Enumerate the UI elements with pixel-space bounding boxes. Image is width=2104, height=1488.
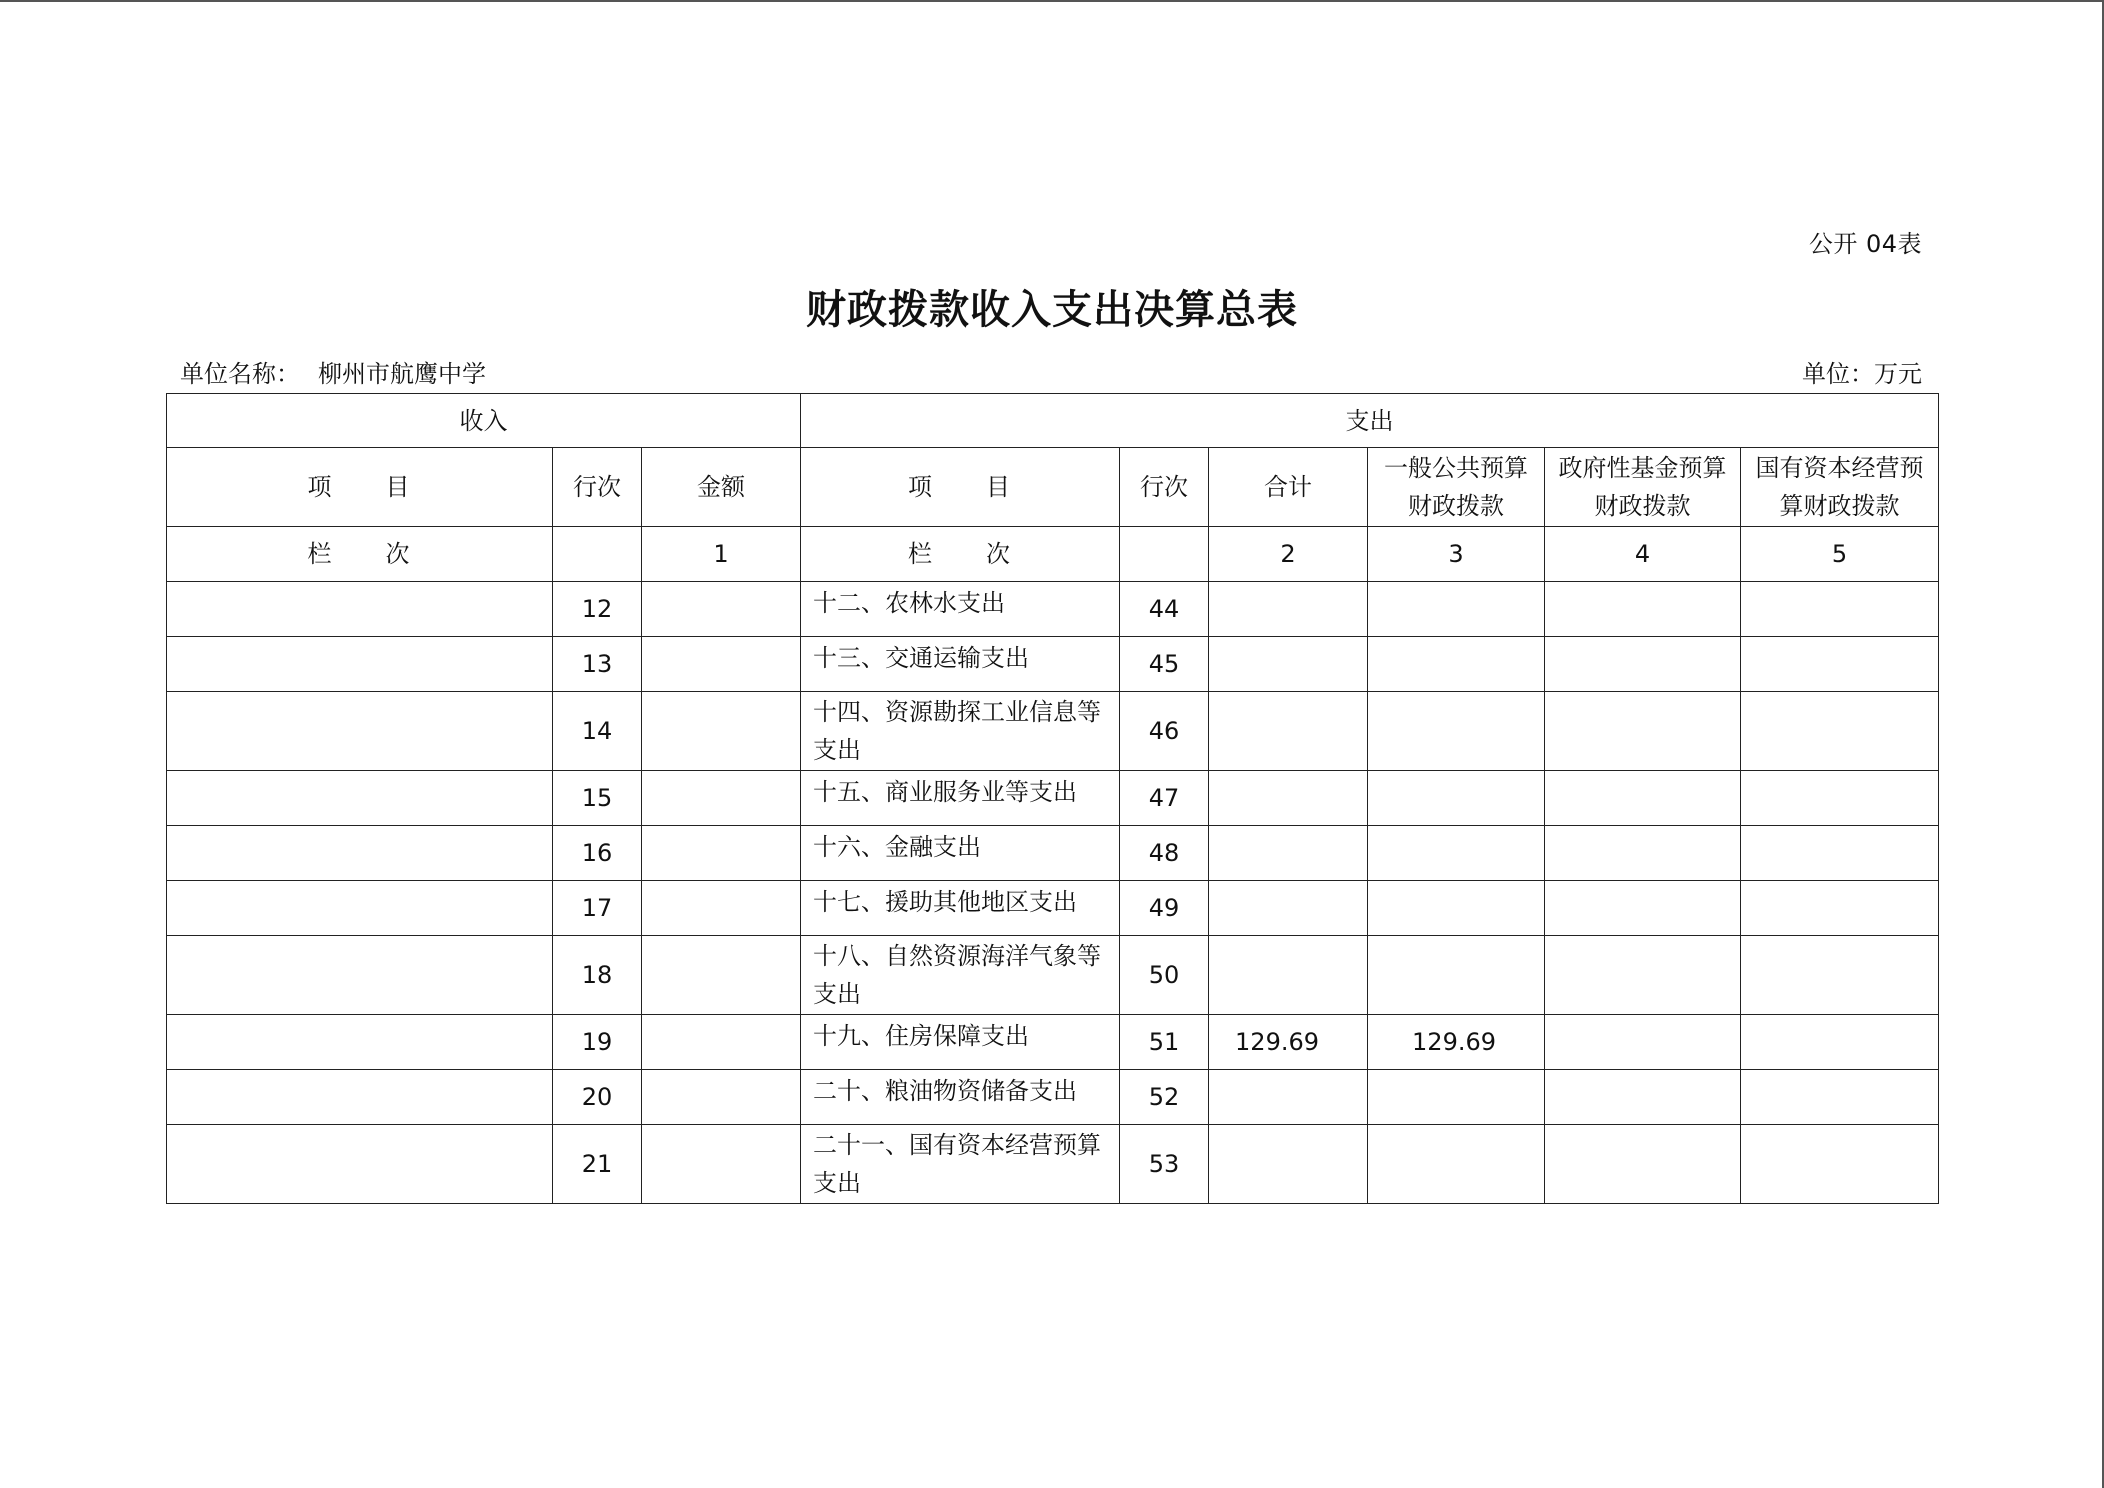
income-amount-cell (642, 936, 801, 1015)
table-row (167, 637, 1939, 692)
table-row (167, 936, 1939, 1015)
state-capital-cell (1741, 637, 1939, 692)
general-budget-header: 一般公共预算财政拨款 (1368, 448, 1545, 527)
table-row (167, 826, 1939, 881)
general-budget-cell (1368, 582, 1545, 637)
state-capital-cell (1741, 881, 1939, 936)
column-number-1: 1 (642, 527, 801, 582)
column-header-row (167, 448, 1939, 527)
expense-line-header: 行次 (1120, 448, 1209, 527)
group-header-row (167, 394, 1939, 448)
column-number-row (167, 527, 1939, 582)
expense-line-cell: 48 (1120, 826, 1209, 881)
income-amount-cell (642, 1070, 801, 1125)
general-budget-cell (1368, 1070, 1545, 1125)
form-code: 公开 04表 (1808, 230, 1922, 258)
income-item-cell (167, 692, 553, 771)
state-capital-cell (1741, 1125, 1939, 1204)
expense-item-cell: 十三、交通运输支出 (801, 637, 1120, 692)
state-capital-cell (1741, 582, 1939, 637)
income-amount-cell (642, 1015, 801, 1070)
income-amount-cell (642, 771, 801, 826)
general-budget-cell (1368, 881, 1545, 936)
income-amount-cell (642, 692, 801, 771)
table-row (167, 582, 1939, 637)
income-amount-cell (642, 582, 801, 637)
expense-line-number-cell (1120, 527, 1209, 582)
expense-line-cell: 45 (1120, 637, 1209, 692)
total-cell (1209, 826, 1368, 881)
income-line-cell: 18 (553, 936, 642, 1015)
expense-line-cell: 50 (1120, 936, 1209, 1015)
column-number-4: 4 (1545, 527, 1741, 582)
income-amount-cell (642, 1125, 801, 1204)
income-item-cell (167, 881, 553, 936)
expense-line-cell: 52 (1120, 1070, 1209, 1125)
general-budget-cell (1368, 936, 1545, 1015)
state-capital-cell (1741, 1015, 1939, 1070)
expense-line-cell: 46 (1120, 692, 1209, 771)
state-capital-header: 国有资本经营预算财政拨款 (1741, 448, 1939, 527)
income-item-cell (167, 1070, 553, 1125)
income-item-cell (167, 826, 553, 881)
expense-item-cell: 十六、金融支出 (801, 826, 1120, 881)
general-budget-cell (1368, 771, 1545, 826)
gov-fund-cell (1545, 1070, 1741, 1125)
gov-fund-cell (1545, 582, 1741, 637)
gov-fund-cell (1545, 881, 1741, 936)
state-capital-cell (1741, 692, 1939, 771)
income-item-cell (167, 771, 553, 826)
column-number-3: 3 (1368, 527, 1545, 582)
general-budget-cell (1368, 826, 1545, 881)
income-amount-cell (642, 881, 801, 936)
general-budget-cell (1368, 692, 1545, 771)
table-row (167, 692, 1939, 771)
income-line-header: 行次 (553, 448, 642, 527)
income-line-cell: 14 (553, 692, 642, 771)
state-capital-cell (1741, 826, 1939, 881)
total-cell: 129.69 (1209, 1015, 1368, 1070)
total-cell (1209, 936, 1368, 1015)
gov-fund-cell (1545, 1015, 1741, 1070)
income-item-header: 项 目 (167, 448, 553, 527)
unit-name-value: 柳州市航鹰中学 (318, 360, 486, 388)
expense-item-cell: 十七、援助其他地区支出 (801, 881, 1120, 936)
income-amount-header: 金额 (642, 448, 801, 527)
expense-item-cell: 十二、农林水支出 (801, 582, 1120, 637)
expense-line-cell: 49 (1120, 881, 1209, 936)
total-cell (1209, 582, 1368, 637)
expense-item-cell: 二十、粮油物资储备支出 (801, 1070, 1120, 1125)
income-item-cell (167, 637, 553, 692)
income-line-cell: 12 (553, 582, 642, 637)
expense-item-cell: 十九、住房保障支出 (801, 1015, 1120, 1070)
gov-fund-cell (1545, 771, 1741, 826)
unit-name (180, 354, 486, 389)
unit-name-label: 单位名称： (180, 360, 300, 388)
income-column-row-label: 栏 次 (167, 527, 553, 582)
page-title: 财政拨款收入支出决算总表 (806, 287, 1298, 333)
income-item-cell (167, 936, 553, 1015)
expense-line-cell: 51 (1120, 1015, 1209, 1070)
gov-fund-header: 政府性基金预算财政拨款 (1545, 448, 1741, 527)
total-cell (1209, 771, 1368, 826)
total-cell (1209, 692, 1368, 771)
state-capital-cell (1741, 936, 1939, 1015)
expense-line-cell: 53 (1120, 1125, 1209, 1204)
expense-item-cell: 二十一、国有资本经营预算支出 (801, 1125, 1120, 1204)
income-line-cell: 20 (553, 1070, 642, 1125)
state-capital-cell (1741, 771, 1939, 826)
income-line-cell: 21 (553, 1125, 642, 1204)
income-item-cell (167, 1015, 553, 1070)
table-row (167, 881, 1939, 936)
expense-line-cell: 44 (1120, 582, 1209, 637)
column-number-5: 5 (1741, 527, 1939, 582)
expense-column-row-label: 栏 次 (801, 527, 1120, 582)
total-cell (1209, 637, 1368, 692)
income-group-header: 收入 (167, 394, 801, 448)
income-amount-cell (642, 826, 801, 881)
table-row (167, 1015, 1939, 1070)
total-cell (1209, 1070, 1368, 1125)
expense-item-cell: 十四、资源勘探工业信息等支出 (801, 692, 1120, 771)
gov-fund-cell (1545, 637, 1741, 692)
income-line-cell: 19 (553, 1015, 642, 1070)
currency-unit: 单位：万元 (1802, 360, 1922, 388)
total-cell (1209, 1125, 1368, 1204)
general-budget-cell (1368, 637, 1545, 692)
income-line-cell: 16 (553, 826, 642, 881)
expense-item-cell: 十八、自然资源海洋气象等支出 (801, 936, 1120, 1015)
gov-fund-cell (1545, 936, 1741, 1015)
gov-fund-cell (1545, 1125, 1741, 1204)
income-line-cell: 13 (553, 637, 642, 692)
state-capital-cell (1741, 1070, 1939, 1125)
expense-group-header: 支出 (801, 394, 1939, 448)
income-line-number-cell (553, 527, 642, 582)
general-budget-cell (1368, 1125, 1545, 1204)
total-cell (1209, 881, 1368, 936)
gov-fund-cell (1545, 826, 1741, 881)
income-line-cell: 15 (553, 771, 642, 826)
table-row (167, 1125, 1939, 1204)
expense-line-cell: 47 (1120, 771, 1209, 826)
budget-table (166, 393, 1939, 1204)
income-item-cell (167, 582, 553, 637)
income-amount-cell (642, 637, 801, 692)
general-budget-cell: 129.69 (1368, 1015, 1545, 1070)
expense-item-header: 项 目 (801, 448, 1120, 527)
income-line-cell: 17 (553, 881, 642, 936)
column-number-2: 2 (1209, 527, 1368, 582)
table-row (167, 1070, 1939, 1125)
total-header: 合计 (1209, 448, 1368, 527)
expense-item-cell: 十五、商业服务业等支出 (801, 771, 1120, 826)
gov-fund-cell (1545, 692, 1741, 771)
income-item-cell (167, 1125, 553, 1204)
table-row (167, 771, 1939, 826)
